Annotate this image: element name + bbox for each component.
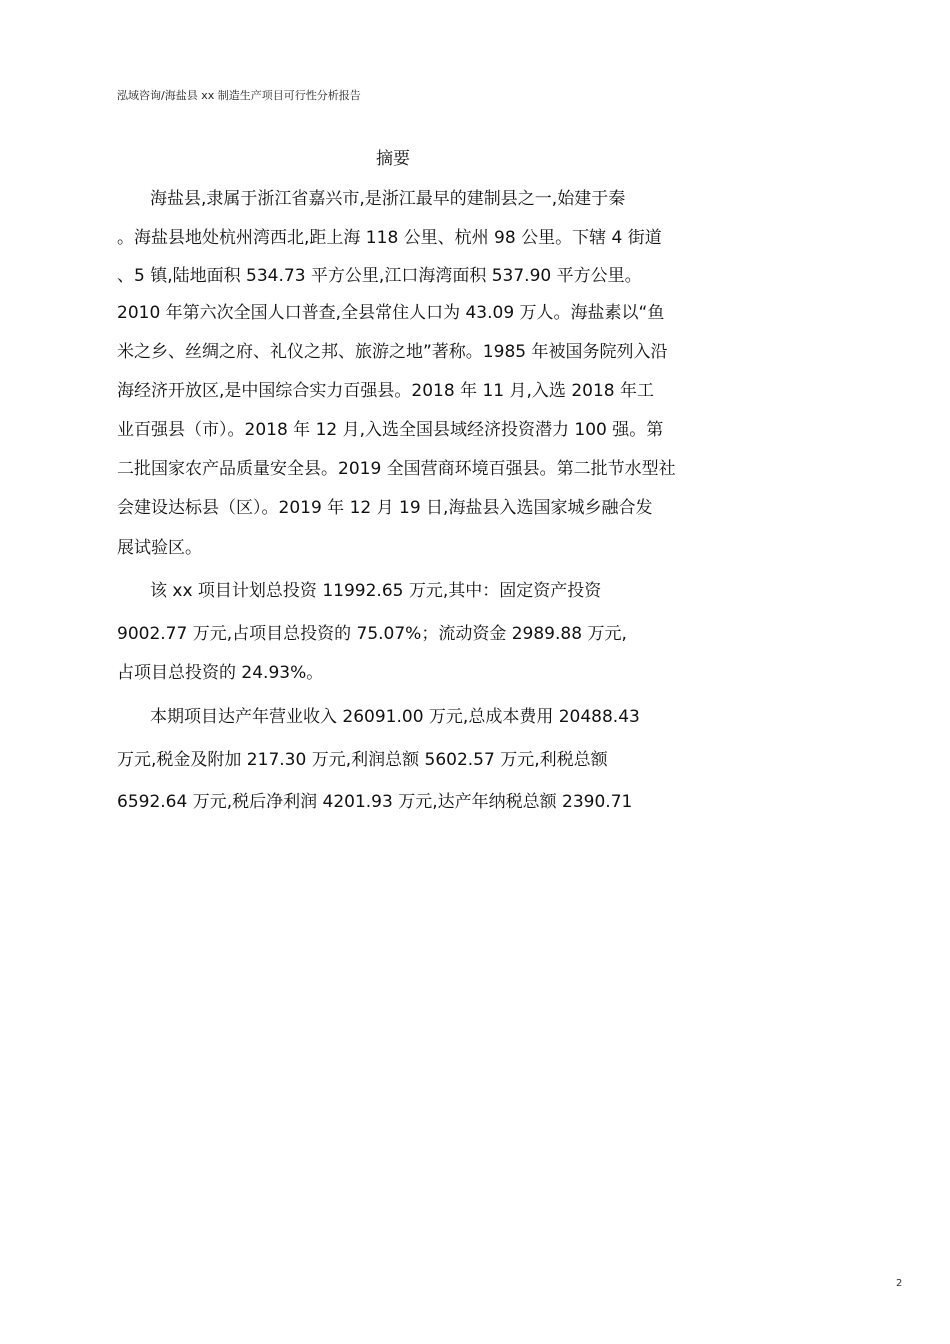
paragraph-line: 、5 镇,陆地面积 534.73 平方公里,江口海湾面积 537.90 平方公里。	[117, 266, 642, 286]
paragraph-line: 该 xx 项目计划总投资 11992.65 万元,其中：固定资产投资	[150, 581, 602, 601]
section-title: 摘要	[376, 149, 410, 169]
paragraph-line: 6592.64 万元,税后净利润 4201.93 万元,达产年纳税总额 2390.71	[117, 792, 633, 812]
running-header: 泓域咨询/海盐县 xx 制造生产项目可行性分析报告	[117, 89, 361, 102]
paragraph-line: 2010 年第六次全国人口普查,全县常住人口为 43.09 万人。海盐素以“鱼	[117, 303, 665, 323]
paragraph-line: 。海盐县地处杭州湾西北,距上海 118 公里、杭州 98 公里。下辖 4 街道	[117, 228, 662, 248]
paragraph-line: 海经济开放区,是中国综合实力百强县。2018 年 11 月,入选 2018 年工	[117, 381, 654, 401]
paragraph-line: 占项目总投资的 24.93%。	[117, 663, 324, 683]
paragraph-line: 海盐县,隶属于浙江省嘉兴市,是浙江最早的建制县之一,始建于秦	[150, 189, 626, 209]
paragraph-line: 二批国家农产品质量安全县。2019 全国营商环境百强县。第二批节水型社	[117, 459, 676, 479]
paragraph-line: 展试验区。	[117, 538, 202, 558]
paragraph-line: 米之乡、丝绸之府、礼仪之邦、旅游之地”著称。1985 年被国务院列入沿	[117, 342, 668, 362]
paragraph-line: 本期项目达产年营业收入 26091.00 万元,总成本费用 20488.43	[150, 707, 640, 727]
paragraph-line: 9002.77 万元,占项目总投资的 75.07%；流动资金 2989.88 万元,	[117, 624, 627, 644]
paragraph-line: 业百强县（市）。2018 年 12 月,入选全国县域经济投资潜力 100 强。第	[117, 420, 664, 440]
paragraph-line: 会建设达标县（区）。2019 年 12 月 19 日,海盐县入选国家城乡融合发	[117, 498, 653, 518]
paragraph-line: 万元,税金及附加 217.30 万元,利润总额 5602.57 万元,利税总额	[117, 750, 608, 770]
page-number: 2	[896, 1278, 903, 1289]
